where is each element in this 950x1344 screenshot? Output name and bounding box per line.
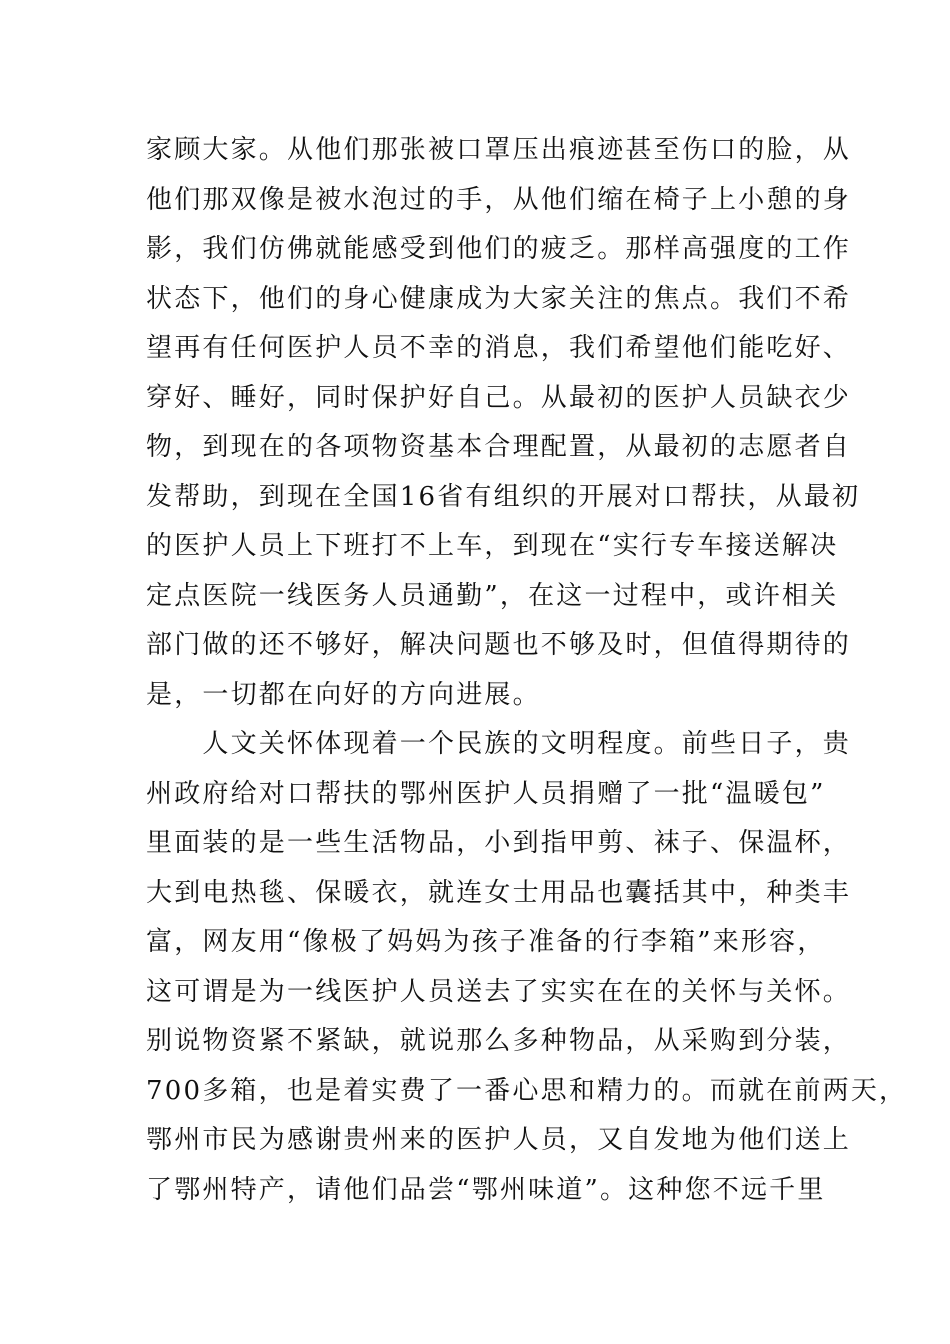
text-line: 穿好、睡好，同时保护好自己。从最初的医护人员缺衣少 (146, 382, 852, 413)
text-line: 定点医院一线医务人员通勤”，在这一过程中，或许相关 (146, 580, 839, 611)
text-line: 里面装的是一些生活物品，小到指甲剪、袜子、保温杯， (146, 828, 852, 858)
text-line: 的医护人员上下班打不上车，到现在“实行专车接送解决 (146, 531, 839, 561)
text-line: 700多箱，也是着实费了一番心思和精力的。而就在前两天， (146, 1075, 908, 1106)
text-line: 这可谓是为一线医护人员送去了实实在在的关怀与关怀。 (146, 976, 852, 1007)
paragraph-2 (146, 720, 908, 1215)
text-line: 了鄂州特产，请他们品尝“鄂州味道”。这种您不远千里 (146, 1174, 826, 1205)
text-line: 影，我们仿佛就能感受到他们的疲乏。那样高强度的工作 (146, 234, 852, 264)
text-line: 州政府给对口帮扶的鄂州医护人员捐赠了一批“温暖包” (146, 778, 826, 809)
text-line: 他们那双像是被水泡过的手，从他们缩在椅子上小憩的身 (146, 184, 852, 215)
text-line: 人文关怀体现着一个民族的文明程度。前些日子，贵 (146, 729, 852, 759)
text-line: 鄂州市民为感谢贵州来的医护人员，又自发地为他们送上 (146, 1125, 852, 1155)
text-line: 部门做的还不够好，解决问题也不够及时，但值得期待的 (146, 630, 852, 660)
text-line: 大到电热毯、保暖衣，就连女士用品也囊括其中，种类丰 (146, 877, 852, 908)
document-body (146, 126, 908, 1215)
text-line: 家顾大家。从他们那张被口罩压出痕迹甚至伤口的脸，从 (146, 135, 852, 165)
text-line: 富，网友用“像极了妈妈为孩子准备的行李箱”来形容， (146, 927, 826, 957)
text-line: 别说物资紧不紧缺，就说那么多种物品，从采购到分装， (146, 1026, 852, 1056)
text-line: 物，到现在的各项物资基本合理配置，从最初的志愿者自 (146, 432, 852, 462)
text-line: 望再有任何医护人员不幸的消息，我们希望他们能吃好、 (146, 333, 852, 363)
text-line: 是，一切都在向好的方向进展。 (146, 679, 541, 710)
text-line: 状态下，他们的身心健康成为大家关注的焦点。我们不希 (146, 283, 852, 314)
paragraph-1 (146, 126, 861, 720)
text-line: 发帮助，到现在全国16省有组织的开展对口帮扶，从最初 (146, 481, 861, 512)
